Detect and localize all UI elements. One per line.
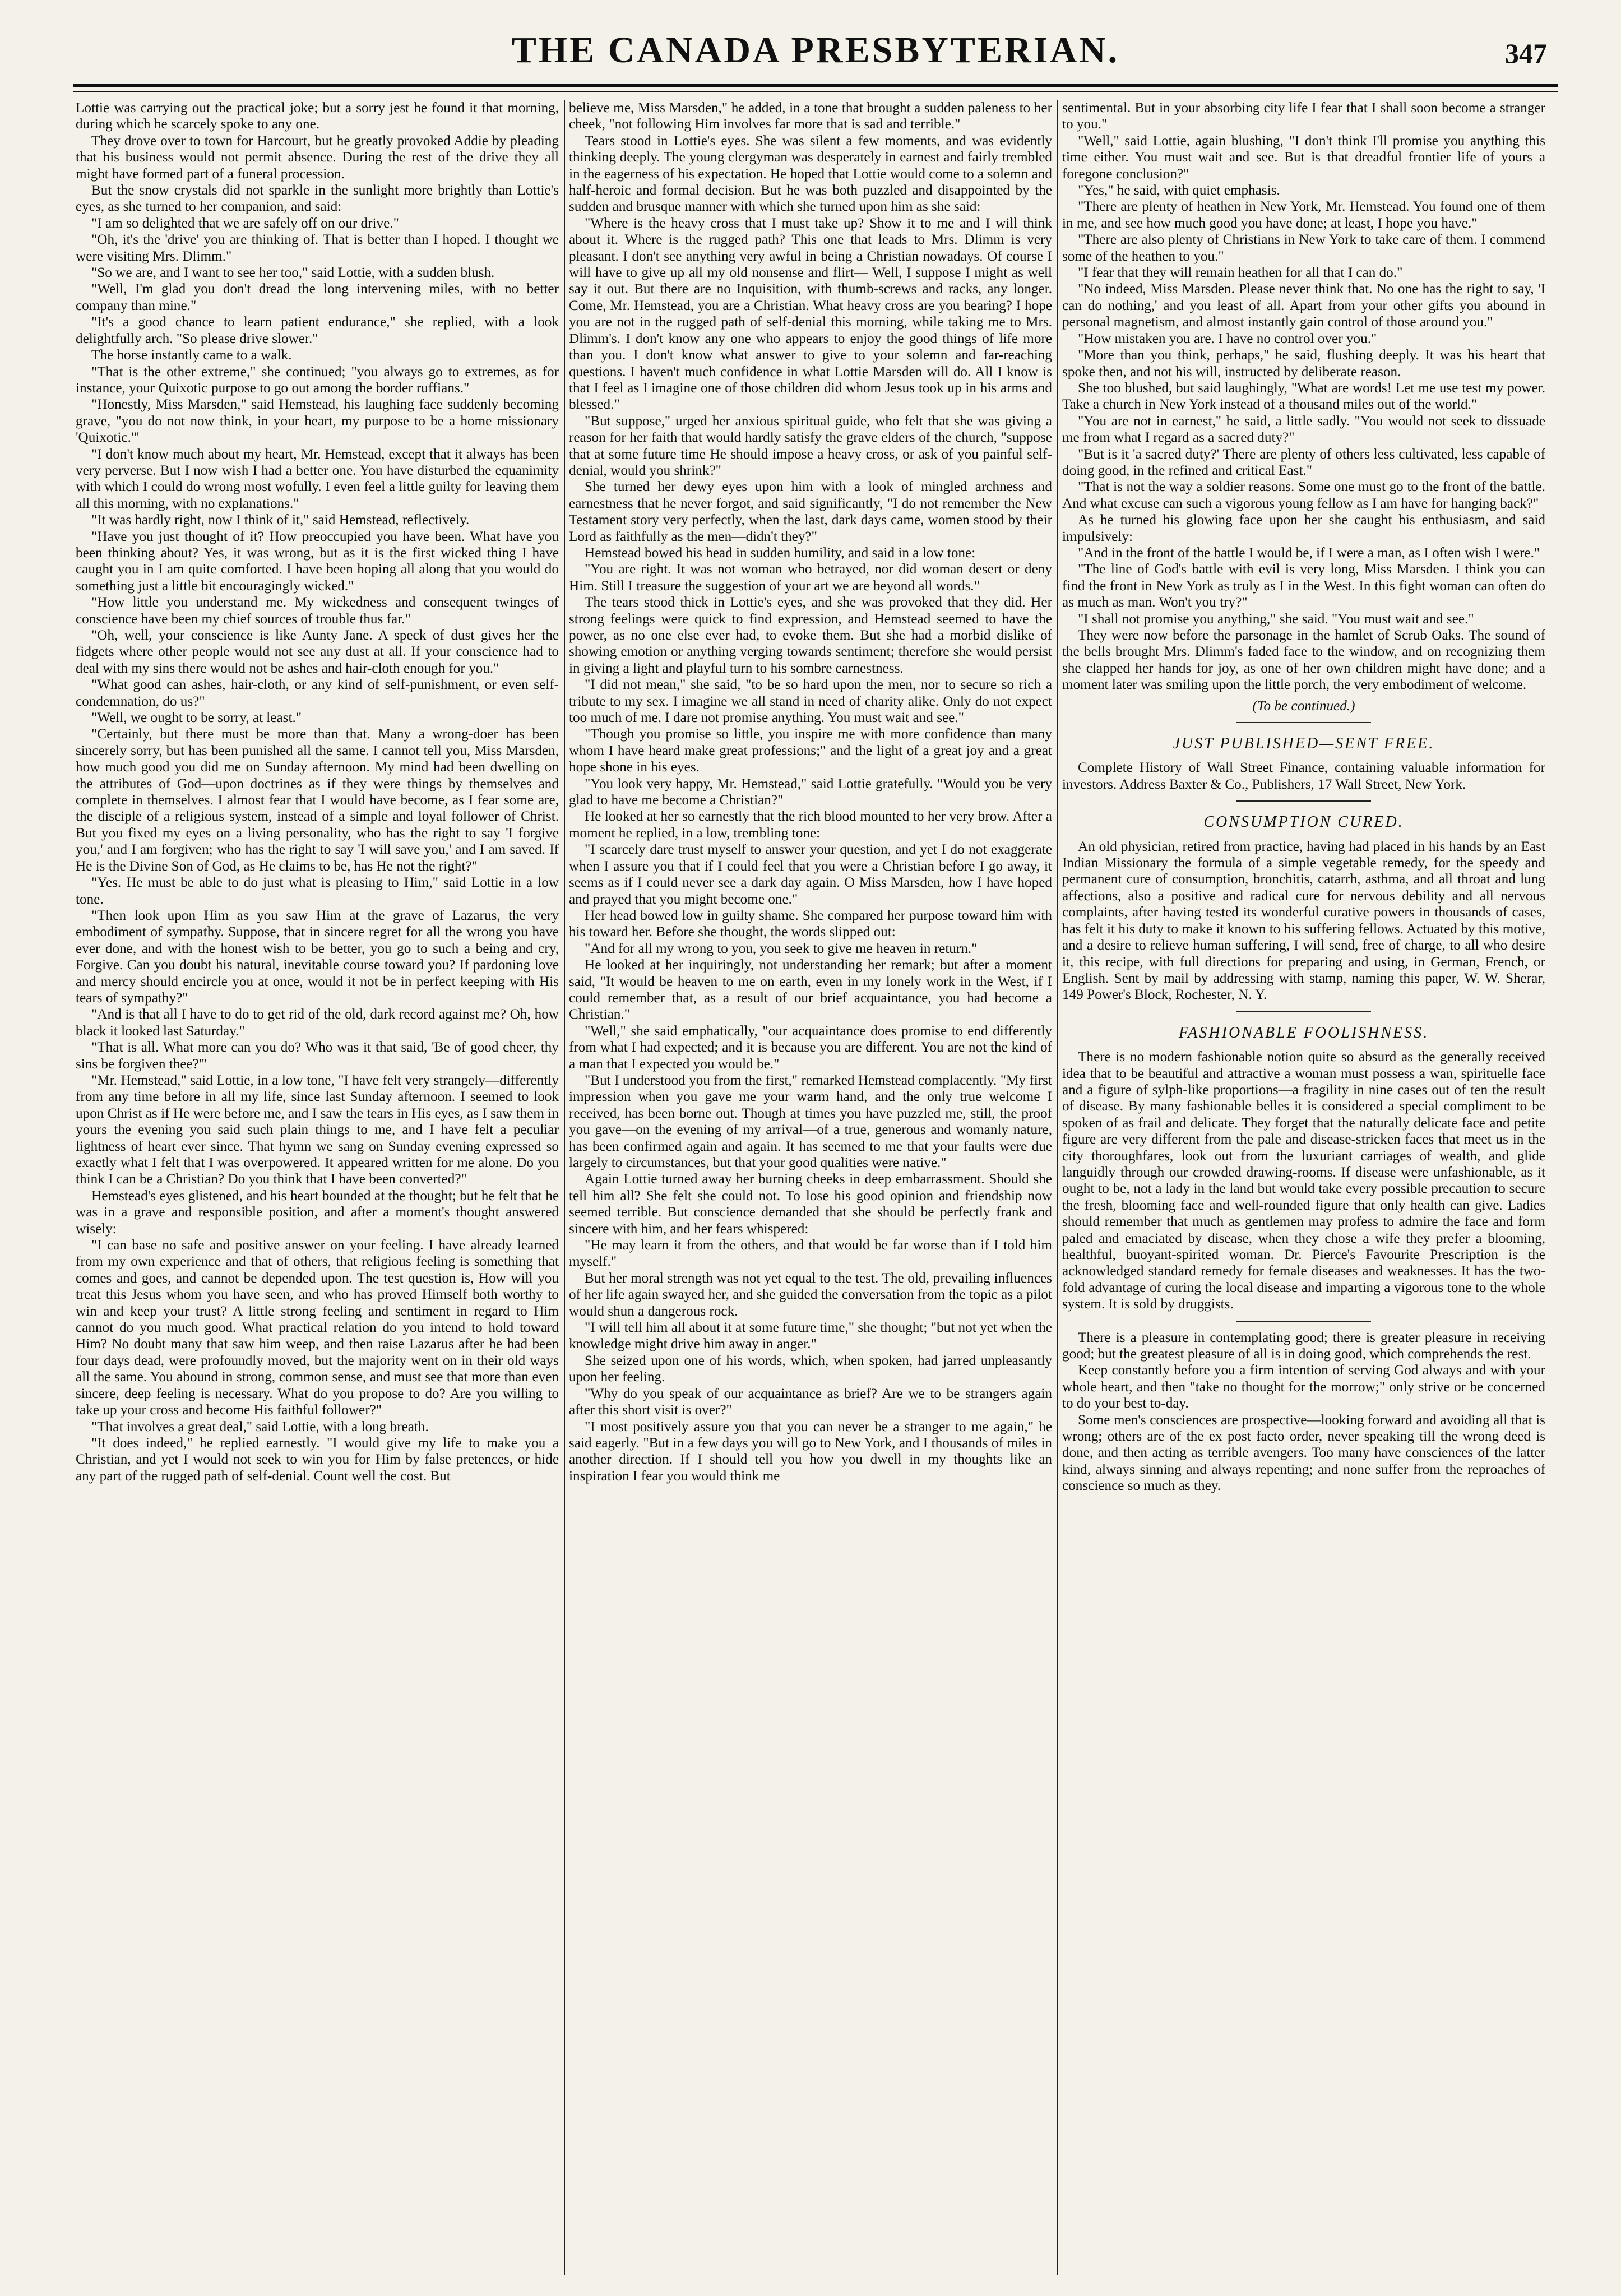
story-paragraph: "There are plenty of heathen in New York, Mr. Hemstead. You found one of them in me, and see how much good you have done; at least, I hope you have." [1062, 199, 1545, 231]
column-3-story [1062, 100, 1545, 693]
story-paragraph: Hemstead bowed his head in sudden humility, and said in a low tone: [585, 545, 976, 561]
story-paragraph: But the snow crystals did not sparkle in the sunlight more brightly than Lottie's eyes, as she turned to her companion, and said: [76, 183, 559, 215]
story-paragraph: "Well, I'm glad you don't dread the long intervening miles, with no better company than mine." [76, 281, 559, 313]
story-paragraph: "Where is the heavy cross that I must take up? Show it to me and I will think about it. Where is the rugged path? This one that leads to Mrs. Dlimm is very pleasant. I don't see anything very awful in being a Christian nowadays. Of course I will have to give up all my old nonsense and flirt— Well, I suppose I might as well say it out. But there are no Inquisition, with thumb-screws and racks, any longer. Come, Mr. Hemstead, you are a Christian. What heavy cross are you bearing? I hope you are not in the rugged path of self-denial this morning, while taking me to Mrs. Dlimm's. I don't know any one who appears to enjoy the good things of life more than you. I don't know what answer to give to your solemn and far-reaching questions. I haven't much confidence in what Lottie Marsden will do. All I know is that I feel as I imagine one of those children did whom Jesus took up in his arms and blessed." [569, 215, 1052, 413]
story-paragraph: "More than you think, perhaps," he said, flushing deeply. It was his heart that spoke then, and not his will, instructed by deliberate reason. [1062, 348, 1545, 379]
story-paragraph: Lottie was carrying out the practical joke; but a sorry jest he found it that morning, during which he scarcely spoke to any one. [76, 100, 559, 132]
story-paragraph: "I can base no safe and positive answer on your feeling. I have already learned from my own experience and that of others, that religious feeling is something that comes and goes, and cannot be depended upon. The test question is, How will you treat this Jesus whom you have seen, and who has proved Himself both worthy to win and keep your trust? A little strong feeling and sentiment in regard to Him cannot do you much good. What practical relation do you intend to hold toward Him? No doubt many that saw him weep, and then raise Lazarus after he had been four days dead, were profoundly moved, but the majority went on in their old ways all the same. You abound in strong, common sense, and must see that more than even sincere, deep feeling is necessary. What do you propose to do? Are you willing to take up your cross and become His faithful follower?" [76, 1238, 559, 1418]
story-paragraph: "And for all my wrong to you, you seek to give me heaven in return." [585, 941, 978, 956]
story-paragraph: Tears stood in Lottie's eyes. She was silent a few moments, and was evidently thinking deeply. The young clergyman was desperately in earnest and fairly trembled in the eagerness of his expectation. He hoped that Lottie would come to a solemn and half-heroic and formal decision. But he was both puzzled and disappointed by the sudden and brusque manner with which she turned upon him as she said: [569, 133, 1052, 215]
story-paragraph: "I am so delighted that we are safely off on our drive." [91, 215, 399, 231]
story-paragraph: "Well, we ought to be sorry, at least." [91, 710, 302, 726]
column-2-story [569, 100, 1052, 2275]
column-divider [564, 100, 565, 2275]
story-paragraph: "It was hardly right, now I think of it," said Hemstead, reflectively. [91, 512, 470, 528]
story-paragraph: "And is that all I have to do to get rid of the old, dark record against me? Oh, how black it looked last Saturday." [76, 1007, 559, 1039]
story-paragraph: "But is it 'a sacred duty?' There are plenty of others less cultivated, less capable of doing good, in the refined and critical East." [1062, 446, 1545, 478]
story-paragraph: "And in the front of the battle I would be, if I were a man, as I often wish I were." [1078, 545, 1540, 561]
story-paragraph: "Well," she said emphatically, "our acquaintance does promise to end differently from what I had expected; and it is because you are different. You are not the kind of a man that I expected you would be." [569, 1023, 1052, 1072]
story-paragraph: "Why do you speak of our acquaintance as brief? Are we to be strangers again after this short visit is over?" [569, 1386, 1052, 1418]
story-paragraph: "Then look upon Him as you saw Him at the grave of Lazarus, the very embodiment of sympathy. Suppose, that in sincere regret for all the wrong you have ever done, and with the honest wish to be better, you go to such a being and cry, Forgive. Can you doubt his natural, inevitable course toward you? If pardoning love and mercy should encircle you at once, would it not be in perfect keeping with His tears of sympathy?" [76, 908, 559, 1006]
story-paragraph: "The line of God's battle with evil is very long, Miss Marsden. I think you can find the front in New York as truly as I in the West. In this fight woman can often do as much as man. Won't you try?" [1062, 562, 1545, 610]
story-paragraph: "I most positively assure you that you can never be a stranger to me again," he said eagerly. "But in a few days you will go to New York, and I thousands of miles in another direction. If I should tell you how you dwell in my thoughts like an inspiration I fear you would think me [569, 1419, 1052, 1484]
ad-body-consumption: An old physician, retired from practice, having had placed in his hands by an East Indian Missionary the formula of a simple vegetable remedy, for the speedy and permanent cure of consumption, bronchitis, catarrh, asthma, and all throat and lung affections, also a positive and radical cure for nervous debility and all nervous complaints, after having tested its wonderful curative powers in thousands of cases, has felt it his duty to make it known to his suffering fellows. Actuated by this motive, and a desire to relieve human suffering, I will send, free of charge, to all who desire it, this recipe, with full directions for preparing and using, in German, French, or English. Sent by mail by addressing with stamp, naming this paper, W. W. Sherar, 149 Power's Block, Rochester, N. Y. [1062, 839, 1545, 1003]
story-paragraph: "Yes. He must be able to do just what is pleasing to Him," said Lottie in a low tone. [76, 875, 559, 907]
story-paragraph: "Yes," he said, with quiet emphasis. [1078, 183, 1280, 198]
section-divider [1236, 1011, 1371, 1012]
story-paragraph: "Honestly, Miss Marsden," said Hemstead, his laughing face suddenly becoming grave, "you do not now think, in your heart, my purpose to be a home missionary 'Quixotic.'" [76, 397, 559, 446]
section-divider [1236, 800, 1371, 802]
section-divider [1236, 1321, 1371, 1322]
story-paragraph: "It does indeed," he replied earnestly. "I would give my life to make you a Christian, and yet I would not seek to win you for Him by false pretences, or hide any part of the rugged path of self-denial. Count well the cost. But [76, 1435, 559, 1484]
masthead [73, 29, 1558, 80]
story-paragraph: "That is all. What more can you do? Who was it that said, 'Be of good cheer, thy sins be forgiven thee?'" [76, 1040, 559, 1072]
story-paragraph: "I scarcely dare trust myself to answer your question, and yet I do not exaggerate when I assure you that if I could feel that you were a Christian before I go away, it seems as if I could never see a dark day again. O Miss Marsden, how I have hoped and prayed that you might become one." [569, 842, 1052, 907]
story-paragraph: "No indeed, Miss Marsden. Please never think that. No one has the right to say, 'I can do nothing,' and you least of all. Apart from your other gifts you abound in personal magnetism, and almost instantly gain control of those around you." [1062, 281, 1545, 330]
ad-heading-fashionable: FASHIONABLE FOOLISHNESS. [1178, 1024, 1429, 1041]
header-rule-thick [73, 84, 1558, 87]
story-paragraph: She turned her dewy eyes upon him with a look of mingled archness and earnestness that he never forgot, and said significantly, "I do not remember the New Testament story very perfectly, when the last, dark days came, women stood by their Lord as faithfully as the men—didn't they?" [569, 479, 1052, 544]
story-paragraph: sentimental. But in your absorbing city life I fear that I shall soon become a stranger to you." [1062, 100, 1545, 132]
story-paragraph: "That is not the way a soldier reasons. Some one must go to the front of the battle. And what excuse can such a vigorous young fellow as I am have for hanging back?" [1062, 479, 1545, 511]
story-paragraph: "But I understood you from the first," remarked Hemstead complacently. "My first impression when you gave me your warm hand, and the only true welcome I received, has been borne out. Though at times you have puzzled me, still, the proof you gave—on the evening of my arrival—of a true, generous and womanly nature, has been confirmed again and again. It has seemed to me that your faults were due largely to circumstances, but that your good qualities were native." [569, 1072, 1052, 1170]
ad-body-wall-street: Complete History of Wall Street Finance, containing valuable information for investors. Address Baxter & Co., Publishers, 17 Wall Street, New York. [1062, 760, 1545, 792]
story-paragraph: "Though you promise so little, you inspire me with more confidence than many whom I have heard make great professions;" and the light of a great joy and a great hope shone in his eyes. [569, 726, 1052, 775]
filler-paragraph: There is a pleasure in contemplating good; there is greater pleasure in receiving good; but the greatest pleasure of all is in doing good, which comprehends the rest. [1062, 1330, 1545, 1362]
story-paragraph: Her head bowed low in guilty shame. She compared her purpose toward him with his toward her. Before she thought, the words slipped out: [569, 908, 1052, 940]
story-paragraph: They drove over to town for Harcourt, but he greatly provoked Addie by pleading that his business would not permit absence. During the rest of the drive they all might have formed part of a funeral procession. [76, 133, 559, 182]
story-paragraph: "You are not in earnest," he said, a little sadly. "You would not seek to dissuade me from what I regard as a sacred duty?" [1062, 413, 1545, 446]
story-paragraph: The horse instantly came to a walk. [91, 348, 292, 363]
story-paragraph: "Mr. Hemstead," said Lottie, in a low tone, "I have felt very strangely—differently from any time before in all my life, since last Sunday afternoon. I seemed to look upon Christ as if He were before me, and I saw the tears in His eyes, as I saw them in yours the evening you said such plain things to me, and I have felt a peculiar lightness of heart ever since. That hymn we sang on Sunday evening expressed so exactly what I felt that I was overpowered. It appeared written for me alone. Do you think I can be a Christian? Do you think that I have been converted?" [76, 1072, 559, 1187]
story-paragraph: "I fear that they will remain heathen for all that I can do." [1078, 265, 1403, 281]
story-paragraph: "Have you just thought of it? How preoccupied you have been. What have you been thinking about? Yes, it was wrong, but as it is the first wicked thing I have caught you in I am quite comforted. I have been hoping all along that you would do something just a little bit encouragingly wicked." [76, 529, 559, 594]
story-paragraph: "I did not mean," she said, "to be so hard upon the men, nor to secure so rich a tribute to my sex. I imagine we all stand in need of charity alike. Only do not expect too much of me. I dare not promise anything. You must wait and see." [569, 677, 1052, 726]
column-3 [1062, 100, 1545, 2275]
story-paragraph: "That is the other extreme," she continued; "you always go to extremes, as for instance, your Quixotic purpose to go out among the border ruffians." [76, 364, 559, 396]
story-paragraph: He looked at her so earnestly that the rich blood mounted to her very brow. After a moment he replied, in a low, trembling tone: [569, 809, 1052, 841]
story-paragraph: "He may learn it from the others, and that would be far worse than if I told him myself." [569, 1238, 1052, 1270]
story-paragraph: He looked at her inquiringly, not understanding her remark; but after a moment said, "It would be heaven to me on earth, even in my lonely work in the West, if I could remember that, as a result of our brief acquaintance, you had become a Christian." [569, 957, 1052, 1022]
filler-paragraph: Keep constantly before you a firm intention of serving God always and with your whole heart, and then "take no thought for the morrow;" only strive or be concerned to do your best to-day. [1062, 1363, 1545, 1411]
page-number: 347 [1505, 38, 1547, 69]
story-paragraph: "You are right. It was not woman who betrayed, nor did woman desert or deny Him. Still I treasure the suggestion of your art we are beyond all words." [569, 562, 1052, 594]
filler-paragraph: Some men's consciences are prospective—looking forward and avoiding all that is wrong; others are of the ex post facto order, never speaking till the wrong deed is done, and then acting as terrible avengers. Too many have consciences of the latter kind, always sinning and always repenting; and none suffer from the reproaches of conscience so much as they. [1062, 1412, 1545, 1494]
story-paragraph: "There are also plenty of Christians in New York to take care of them. I commend some of the heathen to you." [1062, 232, 1545, 264]
story-paragraph: Hemstead's eyes glistened, and his heart bounded at the thought; but he felt that he was in a grave and responsible position, and after a moment's thought answered wisely: [76, 1188, 559, 1237]
column-1-story [76, 100, 559, 2275]
ad-heading-wall-street: JUST PUBLISHED—SENT FREE. [1173, 735, 1435, 753]
ad-body-fashionable: There is no modern fashionable notion quite so absurd as the generally received idea that to be beautiful and attractive a woman must possess a wan, spirituelle face and a figure of sylph-like proportions—a fragility in nine cases out of ten the result of disease. By many fashionable belles it is considered a special compliment to be spoken of as frail and delicate. They forget that the naturally delicate face and petite figure are very different from the pale and disease-stricken faces that meet us in the city thoroughfares, look out from the luxuriant carriages of wealth, and glide languidly through our crowded drawing-rooms. If disease were unfashionable, as it ought to be, not a lady in the land but would take every possible precaution to secure the fresh, blooming face and well-rounded figure that only health can give. Ladies should remember that much as gentlemen may profess to admire the face and form paled and emaciated by disease, when they chose a wife they prefer a blooming, healthful, buoyant-spirited woman. Dr. Pierce's Favourite Prescription is the acknowledged standard remedy for female diseases and weaknesses. It has the two-fold advantage of curing the local disease and imparting a vigorous tone to the whole system. It is sold by druggists. [1062, 1049, 1545, 1312]
story-paragraph: "You look very happy, Mr. Hemstead," said Lottie gratefully. "Would you be very glad to have me become a Christian?" [569, 776, 1052, 808]
ad-heading-consumption: CONSUMPTION CURED. [1203, 813, 1404, 831]
story-paragraph: believe me, Miss Marsden," he added, in a tone that brought a sudden paleness to her cheek, "not following Him involves far more that is sad and terrible." [569, 100, 1052, 132]
story-paragraph: "But suppose," urged her anxious spiritual guide, who felt that she was giving a reason for her faith that would hardly satisfy the grave elders of the church, "suppose that at some future time He should impose a heavy cross, or ask of you painful self-denial, would you shrink?" [569, 413, 1052, 478]
story-paragraph: "So we are, and I want to see her too," said Lottie, with a sudden blush. [91, 265, 495, 281]
story-paragraph: "What good can ashes, hair-cloth, or any kind of self-punishment, or even self-condemnation, do us?" [76, 677, 559, 709]
story-paragraph: "It's a good chance to learn patient endurance," she replied, with a look delightfully arch. "So please drive slower." [76, 314, 559, 346]
story-paragraph: "That involves a great deal," said Lottie, with a long breath. [91, 1419, 429, 1434]
story-paragraph: They were now before the parsonage in the hamlet of Scrub Oaks. The sound of the bells brought Mrs. Dlimm's faded face to the window, and on recognizing them she clapped her hands for joy, as one of her own children might have done; and a moment later was smiling upon the little porch, the very embodiment of welcome. [1062, 628, 1545, 693]
story-paragraph: She too blushed, but said laughingly, "What are words! Let me use test my power. Take a church in New York instead of a thousand miles out of the world." [1062, 380, 1545, 413]
story-paragraph: "Certainly, but there must be more than that. Many a wrong-doer has been sincerely sorry, but has been punished all the same. I cannot tell you, Miss Marsden, how much good you did me on Sunday afternoon. My mind had been dwelling on the attributes of God—upon doctrines as if they were things by themselves and complete in themselves. I almost fear that I would have become, as I fear some are, the disciple of a religious system, instead of a simple and loyal follower of Christ. But you fixed my eyes on a living personality, who has the right to say 'I forgive you,' and I am forgiven; who has the right to say 'I will save you,' and I am saved. If He is the Divine Son of God, as He claims to be, has He not the right?" [76, 726, 559, 874]
newspaper-title: THE CANADA PRESBYTERIAN. [511, 30, 1120, 71]
story-paragraph: "I shall not promise you anything," she said. "You must wait and see." [1078, 611, 1474, 627]
story-paragraph: As he turned his glowing face upon her she caught his enthusiasm, and said impulsively: [1062, 512, 1545, 544]
story-paragraph: "How little you understand me. My wickedness and consequent twinges of conscience have been my chief sources of trouble thus far." [76, 595, 559, 627]
story-paragraph: "How mistaken you are. I have no control over you." [1078, 331, 1377, 346]
story-paragraph: "Oh, well, your conscience is like Aunty Jane. A speck of dust gives her the fidgets where other people would not see any dust at all. If your conscience had to deal with my sins there would not be ashes and hair-cloth enough for you." [76, 628, 559, 676]
to-be-continued: (To be continued.) [1252, 698, 1355, 714]
story-paragraph: "I will tell him all about it at some future time," she thought; "but not yet when the knowledge might drive him away in anger." [569, 1320, 1052, 1352]
header-rule-thin [73, 91, 1558, 92]
story-paragraph: She seized upon one of his words, which, when spoken, had jarred unpleasantly upon her feeling. [569, 1353, 1052, 1385]
column-divider [1057, 100, 1058, 2275]
story-paragraph: Again Lottie turned away her burning cheeks in deep embarrassment. Should she tell him all? She felt she could not. To lose his good opinion and friendship now seemed terrible. But conscience demanded that she should be perfectly frank and sincere with him, and her fears whispered: [569, 1172, 1052, 1237]
story-paragraph: But her moral strength was not yet equal to the test. The old, prevailing influences of her life again swayed her, and she guided the conversation from the topic as a pilot would shun a dangerous rock. [569, 1270, 1052, 1319]
section-divider [1236, 722, 1371, 723]
story-paragraph: The tears stood thick in Lottie's eyes, and she was provoked that they did. Her strong feelings were quick to find expression, and Hemstead seemed to have the power, as no one else ever had, to evoke them. But she had a morbid dislike of showing emotion or anything verging towards sentiment; therefore she would persist in giving a light and playful turn to his sombre earnestness. [569, 595, 1052, 676]
story-paragraph: "I don't know much about my heart, Mr. Hemstead, except that it always has been very perverse. But I now wish I had a better one. You have disturbed the equanimity with which I could do wrong most wofully. I even feel a little guilty for leaving them all this morning, with no explanations." [76, 446, 559, 511]
story-paragraph: "Oh, it's the 'drive' you are thinking of. That is better than I hoped. I thought we were visiting Mrs. Dlimm." [76, 232, 559, 264]
story-paragraph: "Well," said Lottie, again blushing, "I don't think I'll promise you anything this time either. You must wait and see. But is that dreadful frontier life of yours a foregone conclusion?" [1062, 133, 1545, 182]
